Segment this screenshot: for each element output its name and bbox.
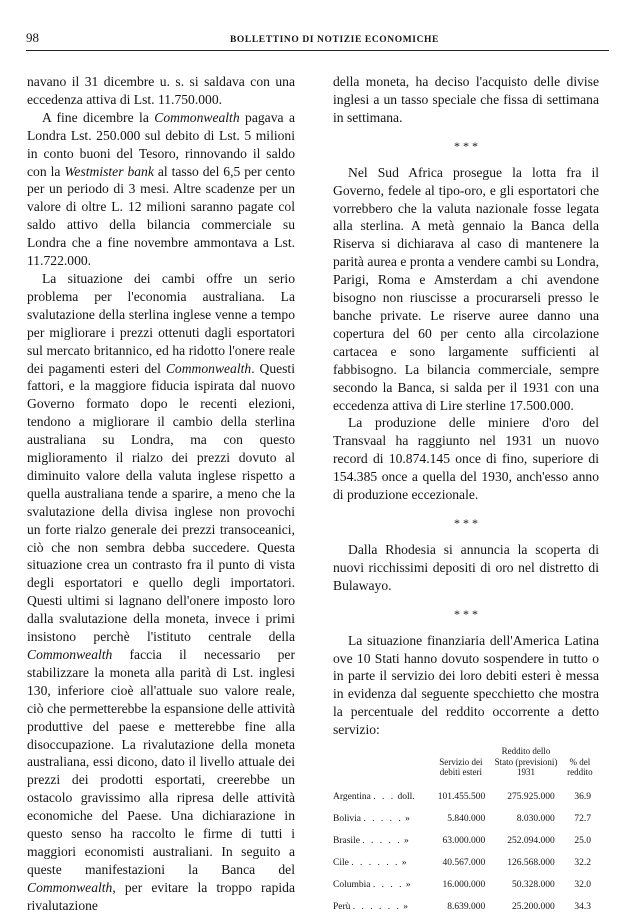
paragraph [27,109,295,270]
italic-name: Commonwealth [154,109,240,125]
paragraph [333,541,599,595]
table-row [333,874,599,896]
percent-cell: 32.2 [574,857,591,868]
paragraph [333,164,599,415]
text-run: della moneta, ha deciso l'acquisto delle divise inglesi a un tasso speciale che fissa di settimana in settimana. [333,74,599,125]
country-name: Perù [333,901,351,912]
country-header [333,745,430,786]
percent-cell: 32.0 [574,879,591,890]
currency-unit: » [404,835,409,846]
paragraph [333,632,599,739]
country-cell [333,808,430,830]
debt-service-header: Servizio dei debiti esteri [439,756,483,778]
dot-leader: . . . . . [362,835,402,846]
country-cell [333,852,430,874]
dot-leader: . . . . [372,879,404,890]
country-name: Brasile [333,835,360,846]
text-run: al tasso del 6,5 per cento per un periodo di 3 mesi. Altre scadenze per un valore di oltre L. 12 milioni saranno pagate col saldo attivo della bilancia commerciale su Londra che a fine novembre ammontava a Lst. 11.722.000. [27,163,295,269]
percent-cell: 25.0 [574,835,591,846]
dot-leader: . . . [373,791,396,802]
currency-unit: » [405,813,410,824]
text-run: La situazione dei cambi offre un serio problema per l'economia australiana. La svalutazione della sterlina inglese venne a tempo per migliorare i prezzi ottenuti dagli esportatori sul mercato britannico, ed ha ridotto l'onere reale dei pagamenti esteri del [27,270,295,376]
country-cell [333,830,430,852]
currency-unit: » [401,857,407,868]
country-name: Cile [333,857,349,868]
state-income-header: Reddito dello Stato (previsioni) 1931 [494,746,558,778]
table-body [333,786,599,918]
text-run: Nel Sud Africa prosegue la lotta fra il Governo, fedele al tipo-oro, e gli esportatori che vorrebbero che la valuta nazionale fosse legata alla sterlina. A metà gennaio la Banca della Riserva si dichiarava al caso di mantenere la parità aurea e pronta a vendere cambi su Londra, Parigi, Roma e Amsterdam a chi avendone bisogno non riuscisse a procurarseli presso le banche private. Le riserve auree danno una copertura del 60 per cento alla circolazione cartacea e sono largamente sufficienti al fabbisogno. La bilancia commerciale, sempre secondo la Banca, si salda per il 1931 con una eccedenza attiva di Lire sterline 17.500.000. [333,164,599,413]
percent-cell: 72.7 [574,813,591,824]
country-cell [333,874,430,896]
country-name: Columbia [333,879,371,890]
continued-paragraph [333,73,599,127]
dot-leader: . . . . . . [351,857,400,868]
table-row [333,786,599,808]
paragraph [333,414,599,504]
paragraph [27,270,295,915]
text-run: Dalla Rhodesia si annuncia la scoperta di nuovi ricchissimi depositi di oro nel distretto di Bulawayo. [333,541,599,593]
italic-name: Commonwealth [27,879,113,895]
debt-service-cell: 16.000.000 [442,879,486,890]
text-run: faccia il necessario per stabilizzare la moneta alla parità di Lst. inglesi 130, inferiore cioè all'attuale suo valore reale, ciò che permetterebbe la espansione delle attività produttive del paese e metterebbe fine alla disoccupazione. La rivalutazione della moneta australiana, essi dicono, dato il livello attuale dei prezzi dei prodotti esportati, creerebbe un ostacolo gravissimo alla ripresa delle attività economiche del Paese. Una dichiarazione in questo senso ha raccolto le firme di tutti i maggiori economisti australiani. In seguito a queste manifestazioni la Banca del [27,647,295,877]
section-separator-stars: * * * [454,138,478,153]
debt-service-cell: 40.567.000 [442,857,486,868]
debt-service-cell: 63.000.000 [442,835,486,846]
percent-cell: 36.9 [574,791,591,802]
table-row [333,830,599,852]
text-run: . Questi fattori, e la maggiore fiducia ispirata dal nuovo Governo formato dopo le recenti elezioni, tendono a migliorare il cambio della sterlina australiana su Londra, ma con questo miglioramento il rialzo dei prezzi dovuto al diminuito valore della valuta inglese rispetto a quella australiana tende a sparire, a meno che la svalutazione della divisa inglese non provochi un forte rialzo generale dei prezzi transoceanici, ciò che non sembra debba succedere. Questa situazione crea un contrasto fra il punto di vista degli esportatori e quello degli importatori. Questi ultimi si lagnano dell'onere imposto loro dalla svalutazione della moneta, invece i primi insistono perchè l'istituto centrale della [27,360,295,645]
state-income-cell: 50.328.000 [511,879,555,890]
country-cell [333,896,430,918]
state-income-cell: 275.925.000 [507,791,555,802]
italic-name: Commonwealth [165,360,252,376]
text-run: , per evitare la troppo rapida rivalutazione [27,879,295,913]
text-run: La situazione finanziaria dell'America Latina ove 10 Stati hanno dovuto sospendere in tutto o in parte il servizio dei loro debiti esteri è messa in evidenza dal seguente specchietto che mostra la percentuale del reddito occorrente a detto servizio: [333,632,599,738]
percent-header: % del reddito [567,756,593,778]
state-income-cell: 8.030.000 [516,813,555,824]
debt-service-cell: 8.639.000 [447,901,486,912]
country-name: Bolivia [333,813,361,824]
left-column [27,73,295,915]
continued-paragraph [27,73,295,109]
debt-service-table [333,745,599,918]
table-row [333,808,599,830]
italic-name: Commonwealth [27,647,113,662]
state-income-cell: 126.568.000 [507,857,555,868]
running-title: BOLLETTINO DI NOTIZIE ECONOMICHE [230,35,439,45]
text-run: La produzione delle miniere d'oro del Transvaal ha raggiunto nel 1931 un nuovo record di 10.874.145 once di fino, superiore di 154.385 once a quella del 1930, anch'esso anno di produzione eccezionale. [333,415,599,503]
percent-cell: 34.3 [574,901,591,912]
text-run: pagava a Londra Lst. 250.000 sul debito di Lst. 5 milioni in conto buoni del Tesoro, rinnovando il saldo con la [27,109,295,179]
right-column [333,73,599,918]
dot-leader: . . . . . . [352,901,401,912]
debt-service-cell: 5.840.000 [447,813,486,824]
page-number: 98 [26,30,39,45]
text-run: navano il 31 dicembre u. s. si saldava con una eccedenza attiva di Lst. 11.750.000. [27,74,295,107]
state-income-cell: 25.200.000 [511,901,555,912]
dot-leader: . . . . . [363,813,403,824]
currency-unit: » [403,901,409,912]
table-header-row [333,745,599,786]
table-row [333,852,599,874]
currency-unit: doll. [397,791,415,802]
text-run: A fine dicembre la [42,109,155,125]
right-column-text [333,73,599,739]
country-cell [333,786,430,808]
header-rule [26,50,609,51]
italic-name: Westmister bank [64,163,154,179]
section-separator-stars: * * * [454,606,478,621]
currency-unit: » [405,879,411,890]
section-separator-stars: * * * [454,515,478,530]
country-name: Argentina [333,791,371,802]
state-income-cell: 252.094.000 [507,835,555,846]
table-row [333,896,599,918]
debt-service-cell: 101.455.500 [437,791,486,802]
